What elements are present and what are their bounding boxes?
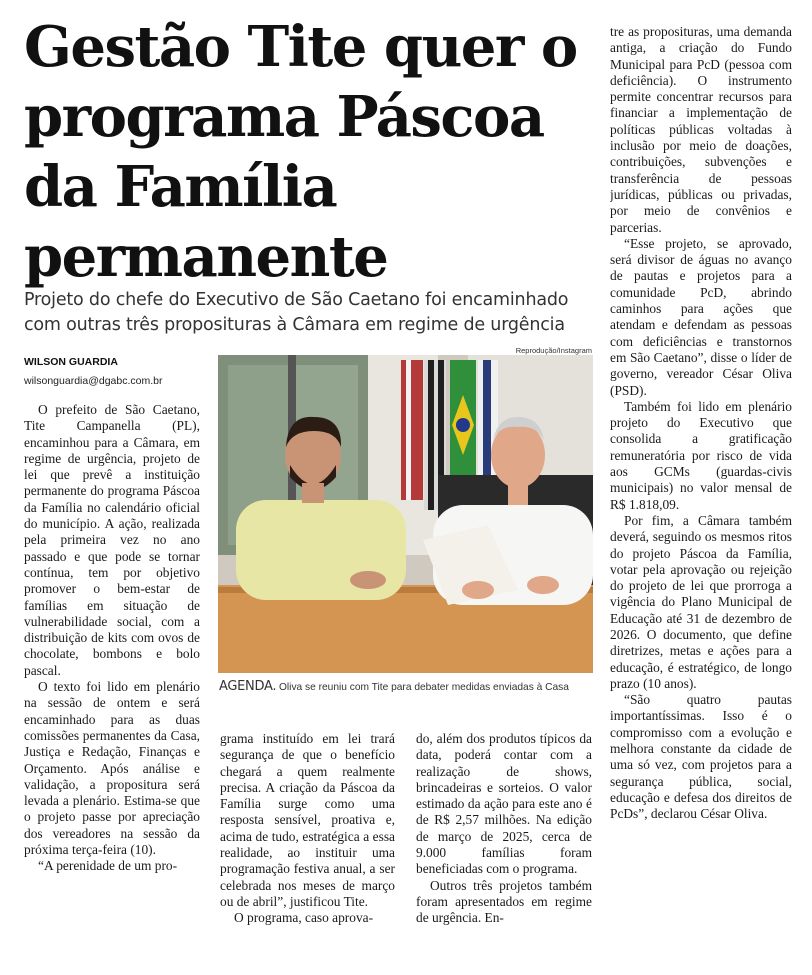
- photo-credit: Reprodução/Instagram: [515, 346, 592, 355]
- paragraph: Também foi lido em plenário projeto do Executivo que consolida a gratificação remuneratória por risco de vida aos GCMs (guardas-civis municipais) no valor mensal de R$ 1.818,09.: [610, 398, 792, 512]
- photo-caption: [219, 679, 599, 694]
- paragraph: Outros três projetos também foram apresentados em regime de urgência. En-: [416, 877, 592, 926]
- caption-tag: AGENDA.: [219, 679, 277, 694]
- caption-text: Oliva se reuniu com Tite para debater medidas enviadas à Casa: [276, 682, 569, 693]
- paragraph: tre as proposituras, uma demanda antiga, a criação do Fundo Municipal para PcD (pessoa com deficiência). O instrumento permite concentrar recursos para financiar a implementação de políticas públicas voltadas à inclusão por meio de doações, contribuições, subvenções e transferência de pessoas jurídicas, públicas ou privadas, por meio de convênios e parcerias.: [610, 24, 792, 235]
- headline: Gestão Tite quer o programa Páscoa da Família permanente: [24, 14, 577, 290]
- paragraph: “São quatro pautas importantíssimas. Isso é o compromisso com a evolução e melhora constante da cidade de uma só vez, com projetos para a segurança pública, social, educação e defesa dos direitos de PcDs”, declarou César Oliva.: [610, 692, 792, 822]
- paragraph: “A perenidade de um pro-: [38, 858, 178, 874]
- article-column-3: [416, 731, 592, 975]
- article-column-4: [610, 24, 792, 974]
- paragraph: O programa, caso aprova-: [234, 910, 374, 926]
- photo-illustration: [218, 355, 593, 673]
- paragraph: O prefeito de São Caetano, Tite Campanella (PL), encaminhou para a Câmara, em regime de urgência, projeto de lei que prevê a instituição permanente do programa Páscoa da Família no calendário oficial do município. A ação, realizada pela primeira vez no ano passado e que pode se tornar contínua, tem por objetivo promover o bem-estar de famílias em situação de vulnerabilidade social, com a distribuição de kits com ovos de chocolate, bombons e bolo pascal.: [24, 402, 200, 678]
- photo-meeting: [218, 355, 593, 673]
- paragraph: “Esse projeto, se aprovado, será divisor de águas no avanço de pautas e projetos para a comunidade PcD, abrindo caminhos para ações que atendam e defendam as pessoas com deficiências e transtornos em São Caetano”, disse o líder de governo, vereador César Oliva (PSD).: [610, 235, 792, 398]
- byline-email[interactable]: wilsonguardia@dgabc.com.br: [24, 375, 163, 387]
- article-column-2: [220, 731, 395, 975]
- paragraph: Por fim, a Câmara também deverá, seguindo os mesmos ritos do projeto Páscoa da Família, votar pela aprovação ou rejeição do projeto de lei que prorroga a vigência do Plano Municipal de Educação até 31 de dezembro de 2026. O documento, que define diretrizes, metas e ações para a educação, é estratégico, de longo prazo (10 anos).: [610, 512, 792, 691]
- article-column-1: [24, 402, 200, 974]
- paragraph: do, além dos produtos típicos da data, poderá contar com a realização de shows, brincadeiras e sorteios. O valor estimado da ação para este ano é de R$ 2,57 milhões. Na edição de março de 2025, cerca de 9.000 famílias foram beneficiadas com o programa.: [416, 731, 592, 877]
- byline-author: WILSON GUARDIA: [24, 356, 118, 368]
- paragraph: O texto foi lido em plenário na sessão de ontem e será encaminhado para as duas comissões permanentes da Casa, Justiça e Redação, Finanças e Orçamento. Após análise e validação, a propositura será levada a plenário. Estima-se que o projeto passe por apreciação dos vereadores na sessão da próxima terça-feira (10).: [24, 679, 200, 858]
- deck-subtitle: Projeto do chefe do Executivo de São Caetano foi encaminhado com outras três proposituras à Câmara em regime de urgência: [24, 290, 569, 335]
- paragraph: grama instituído em lei trará segurança de que o benefício chegará a quem realmente precisa. A criação da Páscoa da Família surge como uma resposta sensível, proativa e, acima de tudo, estratégica a essa realidade, ao instituir uma programação festiva anual, a ser celebrada nos meses de março ou de abril”, justificou Tite.: [220, 731, 395, 909]
